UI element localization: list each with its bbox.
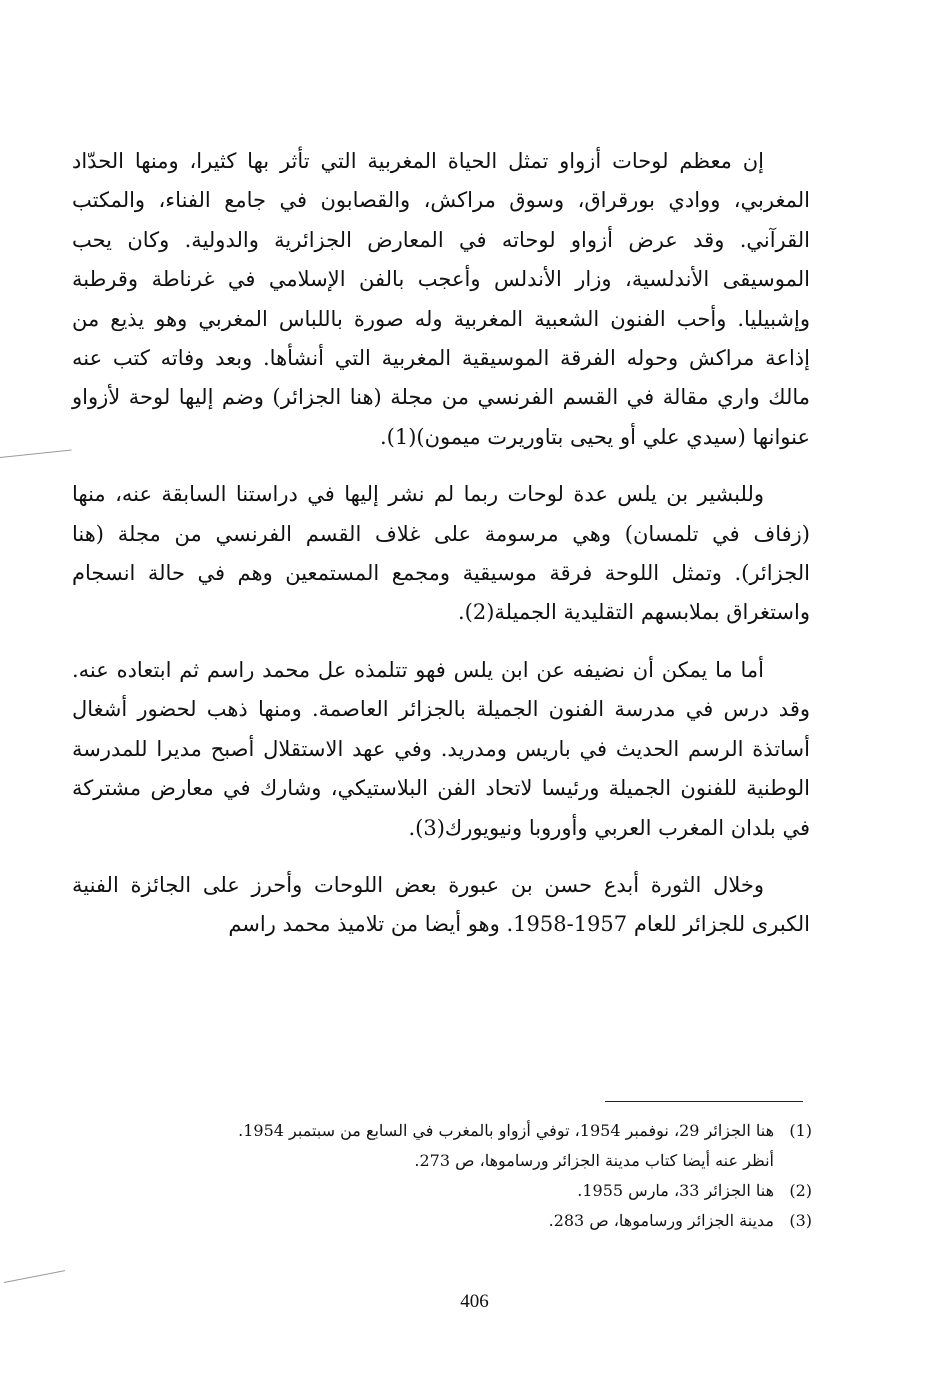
footnote-1 — [90, 1116, 812, 1176]
paragraph-benyelles-career: أما ما يمكن أن نضيفه عن ابن يلس فهو تتلمذه عل محمد راسم ثم ابتعاده عنه. وقد درس في مدرسة الفنون الجميلة بالجزائر العاصمة. ومنها ذهب لحضور أشغال أساتذة الرسم الحديث في باريس ومدريد. وفي عهد الاستقلال أصبح مديرا للمدرسة الوطنية للفنون الجميلة ورئيسا لاتحاد الفن البلاستيكي، وشارك في معارض مشتركة في بلدان المغرب العربي وأوروبا ونيويورك(3). — [72, 657, 810, 840]
footnote-line: مدينة الجزائر ورساموها، ص 283. — [548, 1211, 774, 1230]
footnote-line: هنا الجزائر 33، مارس 1955. — [577, 1181, 774, 1200]
footnote-line: هنا الجزائر 29، نوفمبر 1954، توفي أزواو بالمغرب في السابع من سبتمبر 1954. — [238, 1121, 774, 1140]
footnote-text — [90, 1116, 774, 1176]
body-text — [72, 142, 810, 945]
footnote-text — [90, 1176, 774, 1206]
footnote-separator — [605, 1101, 803, 1102]
footnote-number: (1) — [789, 1121, 812, 1140]
paragraph-hassan-benaboura: وخلال الثورة أبدع حسن بن عبورة بعض اللوحات وأحرز على الجائزة الفنية الكبرى للجزائر للعام 1957-1958. وهو أيضا من تلاميذ محمد راسم — [72, 872, 810, 937]
footnote-text — [90, 1206, 774, 1236]
footnote-3 — [90, 1206, 812, 1236]
paragraph-bachir-benyelles: وللبشير بن يلس عدة لوحات ربما لم نشر إليها في دراستنا السابقة عنه، منها (زفاف في تلمسان) وهي مرسومة على غلاف القسم الفرنسي من مجلة (هنا الجزائر). وتمثل اللوحة فرقة موسيقية ومجمع المستمعين وهم في حالة انسجام واستغراق بملابسهم التقليدية الجميلة(2). — [72, 482, 810, 625]
footnote-number: (3) — [789, 1211, 812, 1230]
footnote-2 — [90, 1176, 812, 1206]
footnote-number: (2) — [789, 1181, 812, 1200]
scan-pencil-mark — [4, 1270, 65, 1283]
footnote-line: أنظر عنه أيضا كتاب مدينة الجزائر ورساموها، ص 273. — [414, 1151, 774, 1170]
paragraph-azwaw: إن معظم لوحات أزواو تمثل الحياة المغربية التي تأثر بها كثيرا، ومنها الحدّاد المغربي، ووادي بورقراق، وسوق مراكش، والقصابون في جامع الفناء، والمكتب القرآني. وقد عرض أزواو لوحاته في المعارض الجزائرية والدولية. وكان يحب الموسيقى الأندلسية، وزار الأندلس وأعجب بالفن الإسلامي في غرناطة وقرطبة وإشبيليا. وأحب الفنون الشعبية المغربية وله صورة باللباس المغربي وهو يذيع من إذاعة مراكش وحوله الفرقة الموسيقية المغربية التي أنشأها. وبعد وفاته كتب عنه مالك واري مقالة في القسم الفرنسي من مجلة (هنا الجزائر) وضم إليها لوحة لأزواو عنوانها (سيدي علي أو يحيى بتاوريرت ميمون)(1). — [72, 149, 810, 449]
page-number: 406 — [460, 1291, 489, 1312]
scan-pencil-mark — [0, 449, 72, 458]
footnotes — [90, 1116, 812, 1236]
